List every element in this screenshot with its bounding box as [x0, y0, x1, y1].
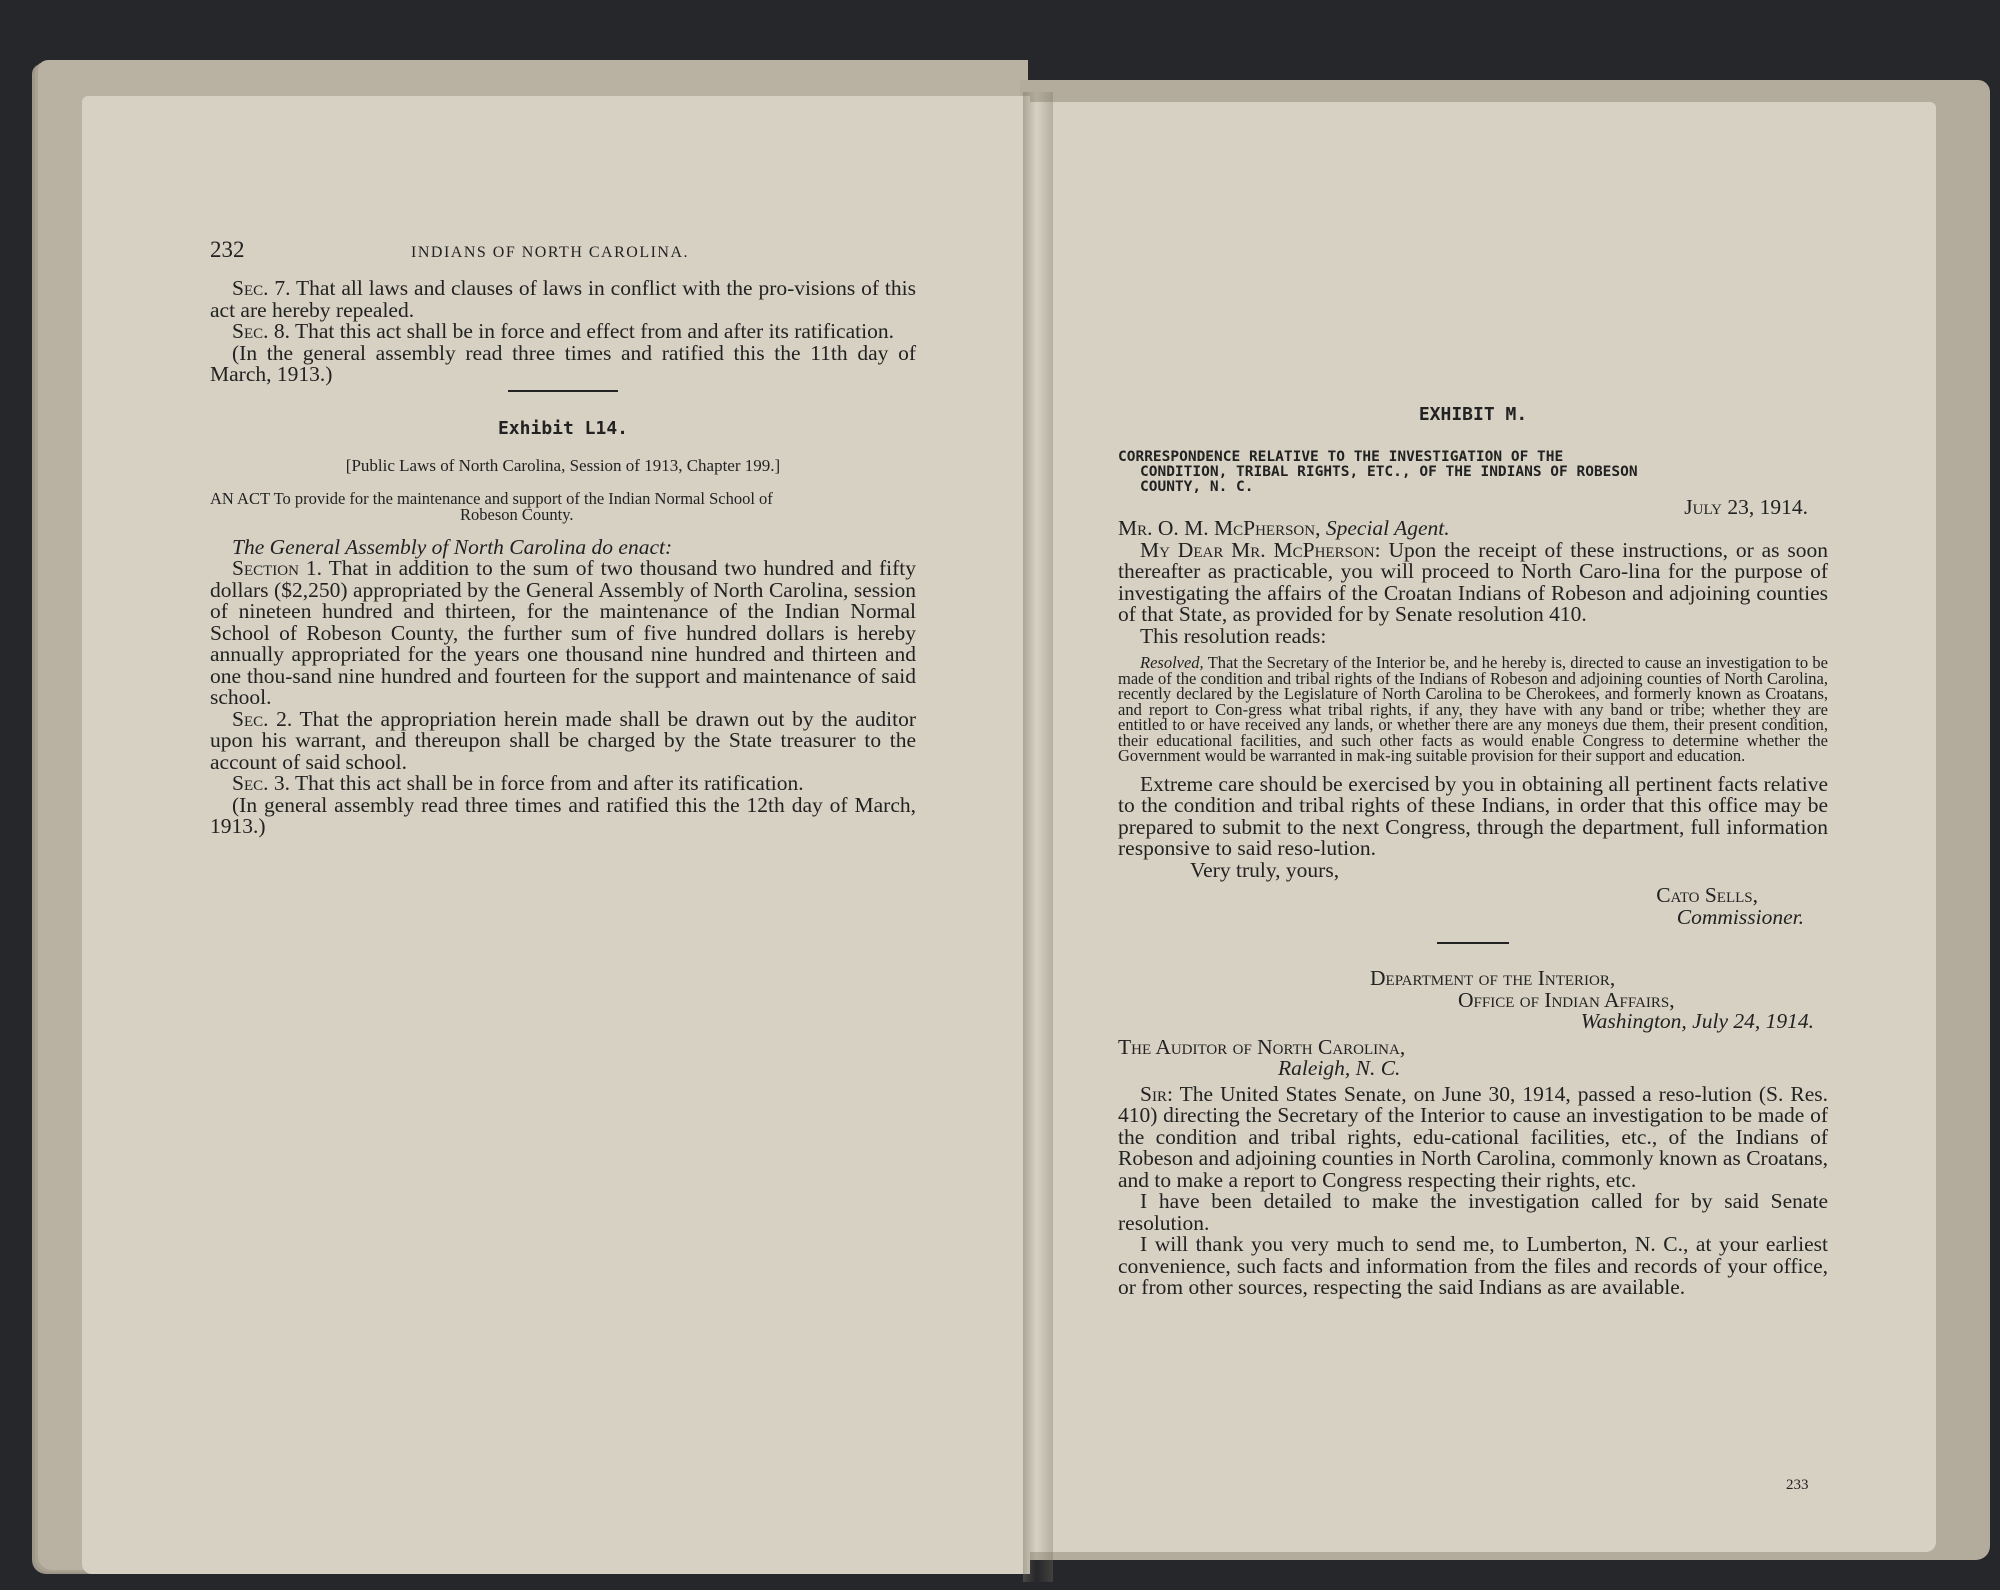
letter2-body-2: I have been detailed to make the investigation called for by said Senate resolution.: [1118, 1189, 1828, 1235]
letter1-closing: Very truly, yours,: [1190, 857, 1340, 882]
letter2-addressee-2: Raleigh, N. C.: [1278, 1056, 1401, 1080]
letter1-body-1: My Dear Mr. McPherson: Upon the receipt of these instructions, or as soon thereafter as practicable, you will proceed to North Caro-lina for the purpose of investigating the affairs of the Croatan Indians of Robeson and adjoining counties of that State, as provided for by Senate resolution 410.: [1118, 537, 1828, 626]
letter1-body-2: This resolution reads:: [1140, 623, 1327, 648]
correspondence-heading: CORRESPONDENCE RELATIVE TO THE INVESTIGATION OF THE CONDITION, TRIBAL RIGHTS, ETC., OF THE INDIANS OF ROBESON COUNTY, N. C.: [1118, 448, 1638, 495]
source-note: [Public Laws of North Carolina, Session of 1913, Chapter 199.]: [345, 456, 781, 475]
exhibit-l14-title: Exhibit L14.: [497, 417, 629, 439]
letter2-place-date: Washington, July 24, 1914.: [1580, 1009, 1814, 1033]
section-3: Sec. 3. That this act shall be in force from and after its ratification.: [232, 771, 804, 795]
open-book: [38, 52, 1958, 1552]
letter2-dept-line-1: Department of the Interior,: [1370, 966, 1616, 990]
book-gutter: [1023, 92, 1053, 1582]
divider-rule: [508, 390, 618, 392]
letter2-body-3: I will thank you very much to send me, to Lumberton, N. C., at your earliest convenience, such facts and information from the files and records of your office, or from other sources, respecting the said Indians as are available.: [1118, 1232, 1828, 1299]
right-page: [1026, 102, 1936, 1552]
section-2: Sec. 2. That the appropriation herein made shall be drawn out by the auditor upon his warrant, and thereupon shall be charged by the State treasurer to the account of said school.: [210, 706, 916, 774]
right-page-number: 233: [1786, 1477, 1809, 1493]
letter1-addressee: Mr. O. M. McPherson, Special Agent.: [1118, 516, 1450, 540]
ratification-note-2: (In general assembly read three times and ratified this the 12th day of March, 1913.): [210, 792, 916, 838]
letter1-date: July 23, 1914.: [1684, 494, 1808, 519]
letter1-body-3: Extreme care should be exercised by you in obtaining all pertinent facts relative to the condition and tribal rights of these Indians, in order that this office may be prepared to submit to the next Congress, through the department, full information responsive to said reso-lution.: [1118, 771, 1828, 860]
letter2-body-1: Sir: The United States Senate, on June 30, 1914, passed a reso-lution (S. Res. 410) directing the Secretary of the Interior to cause an investigation to be made of the condition and tribal rights, edu-cational facilities, etc., of the Indians of Robeson and adjoining counties in North Carolina, commonly known as Croatans, and to make a report to Congress respecting their rights, etc.: [1118, 1081, 1828, 1192]
letter1-signer-name: Cato Sells,: [1656, 883, 1758, 907]
left-text-column: [210, 278, 916, 838]
left-running-head: INDIANS OF NORTH CAROLINA.: [411, 244, 690, 261]
section-7: Sec. 7. That all laws and clauses of laws in conflict with the pro-visions of this act are hereby repealed.: [210, 276, 916, 322]
act-title: AN ACT To provide for the maintenance and support of the Indian Normal School of Robeson County.: [210, 488, 773, 524]
enacting-clause: The General Assembly of North Carolina do enact:: [232, 534, 673, 559]
section-8: Sec. 8. That this act shall be in force and effect from and after its ratification.: [232, 319, 894, 343]
left-page-number: 232: [210, 237, 245, 262]
exhibit-m-title: EXHIBIT M.: [1418, 404, 1528, 425]
divider-rule-2: [1437, 942, 1509, 944]
resolution-text: Resolved, That the Secretary of the Interior be, and he hereby is, directed to cause an investigation to be made of the condition and tribal rights of the Indians of Robeson and adjoining counties of North Carolina, recently declared by the Legislature of North Carolina to be Cherokees, and formerly known as Croatans, and report to Con-gress what tribal rights, if any, they have with any band or tribe; whether they are entitled to or have received any lands, or whether there are any moneys due them, their present condition, their educational facilities, and such other facts as would enable Congress to determine whether the Government would be warranted in mak-ing suitable provision for their support and education.: [1118, 653, 1828, 765]
right-text-column: [1118, 404, 1828, 1299]
letter2-addressee-1: The Auditor of North Carolina,: [1118, 1034, 1406, 1059]
section-1: Section 1. That in addition to the sum of two thousand two hundred and fifty dollars ($2,250) appropriated by the General Assembly of North Carolina, session of nineteen hundred and thirteen, for the maintenance of the Indian Normal School of Robeson County, the further sum of five hundred dollars is hereby annually appropriated for the years one thousand nine hundred and thirteen and one thou-sand nine hundred and fourteen for the support and maintenance of said school.: [210, 556, 916, 709]
letter1-signer-title: Commissioner.: [1676, 904, 1804, 929]
ratification-note-1: (In the general assembly read three times and ratified this the 11th day of March, 1913.): [210, 340, 916, 386]
letter2-dept-line-2: Office of Indian Affairs,: [1458, 987, 1675, 1012]
left-page: [82, 96, 1030, 1574]
